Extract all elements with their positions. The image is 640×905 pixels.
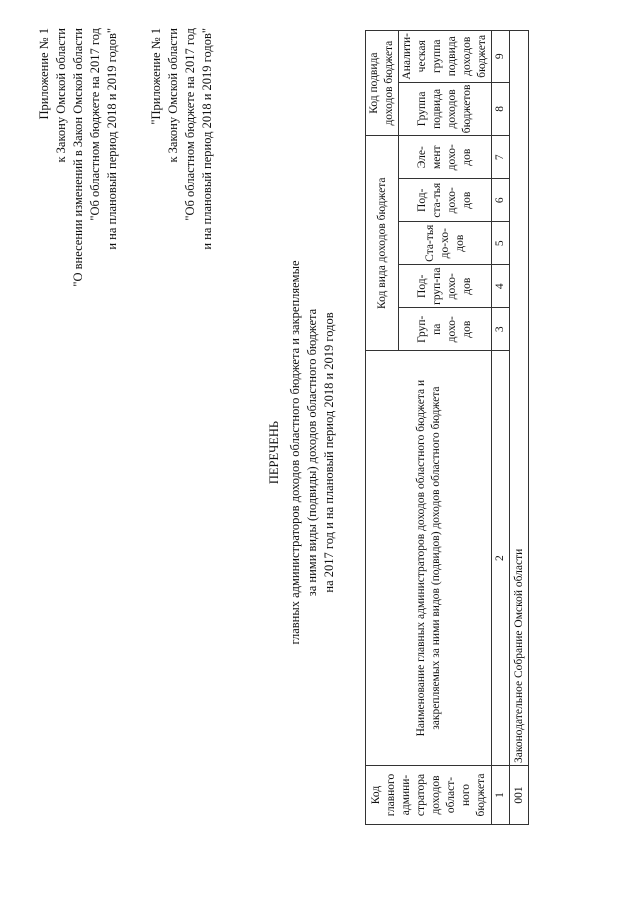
- header-income-subgroup: Под-груп-па дохо-дов: [399, 265, 492, 308]
- appendix-line: "Об областном бюджете на 2017 год: [183, 28, 197, 221]
- title-line: главных администраторов доходов областного бюджета и закрепляемые: [288, 260, 302, 645]
- column-number: 1: [492, 766, 510, 825]
- appendix-line: "О внесении изменений в Закон Омской области: [71, 28, 85, 287]
- table-row: [510, 31, 529, 825]
- column-number: 8: [492, 82, 510, 136]
- title-line: за ними виды (подвиды) доходов областного бюджета: [305, 308, 319, 597]
- appendix-original-header: [148, 28, 216, 250]
- column-numbers-row: [492, 31, 510, 825]
- title-line: на 2017 год и на плановый период 2018 и 2019 годов: [322, 312, 336, 593]
- column-number: 3: [492, 308, 510, 351]
- column-number: 6: [492, 179, 510, 222]
- appendix-line: к Закону Омской области: [166, 28, 180, 163]
- document-title: ПЕРЕЧЕНЬ: [267, 420, 281, 485]
- header-type-code-group: Код вида доходов бюджета: [366, 136, 399, 351]
- admin-code-cell: 001: [510, 766, 529, 825]
- column-number: 4: [492, 265, 510, 308]
- header-subtype-code-group: Код подвида доходов бюджета: [366, 31, 399, 136]
- column-number: 7: [492, 136, 510, 179]
- appendix-line: к Закону Омской области: [54, 28, 68, 163]
- header-income-element: Эле-мент дохо-дов: [399, 136, 492, 179]
- header-subtype-group: Группа подвида доходов бюджетов: [399, 82, 492, 136]
- appendix-line: и на плановый период 2018 и 2019 годов": [105, 28, 119, 250]
- header-income-subarticle: Под-ста-тья дохо-дов: [399, 179, 492, 222]
- admin-name-cell: Законодательное Собрание Омской области: [510, 31, 529, 766]
- appendix-line: "Приложение № 1: [149, 28, 163, 125]
- appendix-current-header: [36, 28, 121, 287]
- column-number: 2: [492, 351, 510, 766]
- header-income-article: Ста-тья до-хо-дов: [399, 222, 492, 265]
- appendix-line: Приложение № 1: [37, 28, 51, 120]
- header-analytic-group: Аналити-ческая группа подвида доходов бюджета: [399, 31, 492, 83]
- appendix-line: и на плановый период 2018 и 2019 годов": [200, 28, 214, 250]
- header-admin-code: Код главного админи-стратора доходов област-ного бюджета: [366, 766, 492, 825]
- header-income-group: Груп-па дохо-дов: [399, 308, 492, 351]
- column-number: 9: [492, 31, 510, 83]
- column-number: 5: [492, 222, 510, 265]
- document-title-block: [266, 0, 338, 905]
- revenue-administrators-table: [365, 30, 529, 825]
- header-name: Наименование главных администраторов доходов областного бюджета и закрепляемых за ними видов (подвидов) доходов областного бюджета: [366, 351, 492, 766]
- appendix-line: "Об областном бюджете на 2017 год: [88, 28, 102, 221]
